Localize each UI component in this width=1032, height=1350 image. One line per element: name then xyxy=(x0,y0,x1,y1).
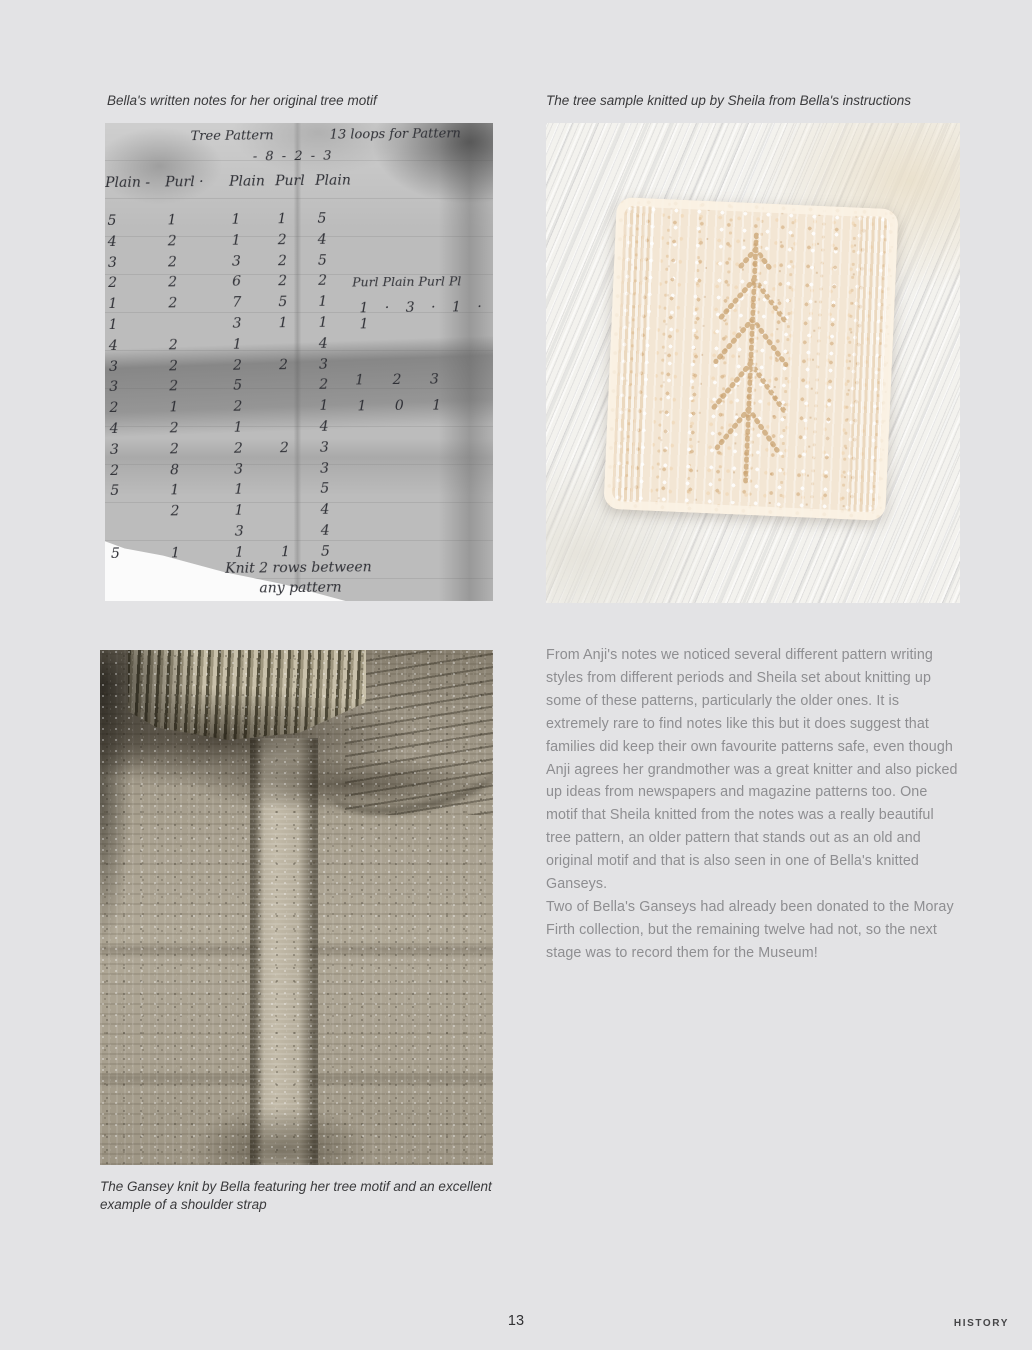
notes-column-header: Purl · xyxy=(165,173,204,191)
notes-number-row: 4 2 1 4 xyxy=(108,335,328,354)
tree-motif-graphic xyxy=(670,218,832,498)
notes-number-row: 4 2 1 4 xyxy=(109,418,329,437)
notes-number-row: 5 1 1 5 xyxy=(110,481,330,500)
page-number: 13 xyxy=(507,1313,525,1329)
notes-title: Tree Pattern 13 loops for Pattern xyxy=(190,126,461,145)
swatch-edge-rib xyxy=(847,216,890,513)
notes-number-row: 5 1 1 1 5 xyxy=(110,543,330,562)
notes-side-row: 1 0 1 xyxy=(357,397,454,415)
gansey-photo xyxy=(100,650,493,1165)
notes-number-row: 3 4 xyxy=(234,522,330,540)
notes-photo xyxy=(105,123,493,601)
caption-notes: Bella's written notes for her original tree motif xyxy=(107,93,377,108)
notes-footnote: Knit 2 rows between xyxy=(225,559,372,577)
notes-side-headers: Purl Plain Purl Pl xyxy=(352,273,462,290)
notes-column-header: Plain - xyxy=(105,174,151,192)
notes-column-header: Plain xyxy=(229,173,265,190)
notes-number-row: 3 2 5 2 xyxy=(109,377,329,396)
caption-tree-sample: The tree sample knitted up by Sheila from Bella's instructions xyxy=(546,93,912,108)
notes-number-row: 2 1 4 xyxy=(170,501,330,520)
notes-side-row: 1 2 3 xyxy=(355,371,451,389)
article-paragraph: Two of Bella's Ganseys had already been donated to the Moray Firth collection, but the remaining twelve had not, so the next stage was to record them for the Museum! xyxy=(546,898,954,961)
section-label: HISTORY xyxy=(953,1318,1009,1329)
caption-gansey: The Gansey knit by Bella featuring her tree motif and an excellent example of a shoulder strap xyxy=(100,1179,492,1212)
notes-number-row: 3 2 2 2 3 xyxy=(108,356,329,375)
notes-column-headers xyxy=(105,172,405,191)
gansey-knit-noise xyxy=(100,650,493,1165)
article-paragraph: From Anji's notes we noticed several different pattern writing styles from different periods and Sheila set about knitting up some of these patterns, particularly the older ones. It is extremely rare to find notes like this but it does suggest that families did keep their own favourite patterns safe, even though Anji agrees her grandmother was a great knitter and also picked up ideas from newspapers and magazine patterns too. One motif that Sheila knitted from the notes was a really beautiful tree pattern, an older pattern that stands out as an old and original motif and that is also seen in one of Bella's knitted Ganseys. xyxy=(546,647,958,893)
notes-number-row: 4 2 1 2 4 xyxy=(107,231,327,250)
knitted-swatch xyxy=(603,197,898,521)
notes-number-row: 1 2 7 5 1 xyxy=(108,293,328,313)
notes-footnote: any pattern xyxy=(259,579,342,597)
article-text xyxy=(546,644,962,965)
notes-side-row: 1 · 3 · 1 · 1 xyxy=(359,299,488,333)
notes-column-header: Plain xyxy=(315,172,351,189)
notes-number-row: 3 2 2 2 3 xyxy=(109,439,329,458)
notes-number-row: 5 1 1 1 5 xyxy=(107,210,327,229)
tree-sample-photo xyxy=(546,123,960,603)
notes-number-row: 3 2 3 2 5 xyxy=(107,252,327,271)
notes-number-row: 2 2 6 2 2 xyxy=(108,273,328,292)
notes-number-row: 1 3 1 1 xyxy=(108,314,328,333)
notes-subtitle: - 8 - 2 - 3 xyxy=(252,148,334,165)
notes-handwriting xyxy=(105,123,493,601)
swatch-edge-rib xyxy=(612,205,655,502)
notes-column-header: Purl xyxy=(275,172,305,190)
notes-number-row: 2 8 3 3 xyxy=(110,460,330,479)
notes-number-row: 2 1 2 1 xyxy=(109,397,329,417)
